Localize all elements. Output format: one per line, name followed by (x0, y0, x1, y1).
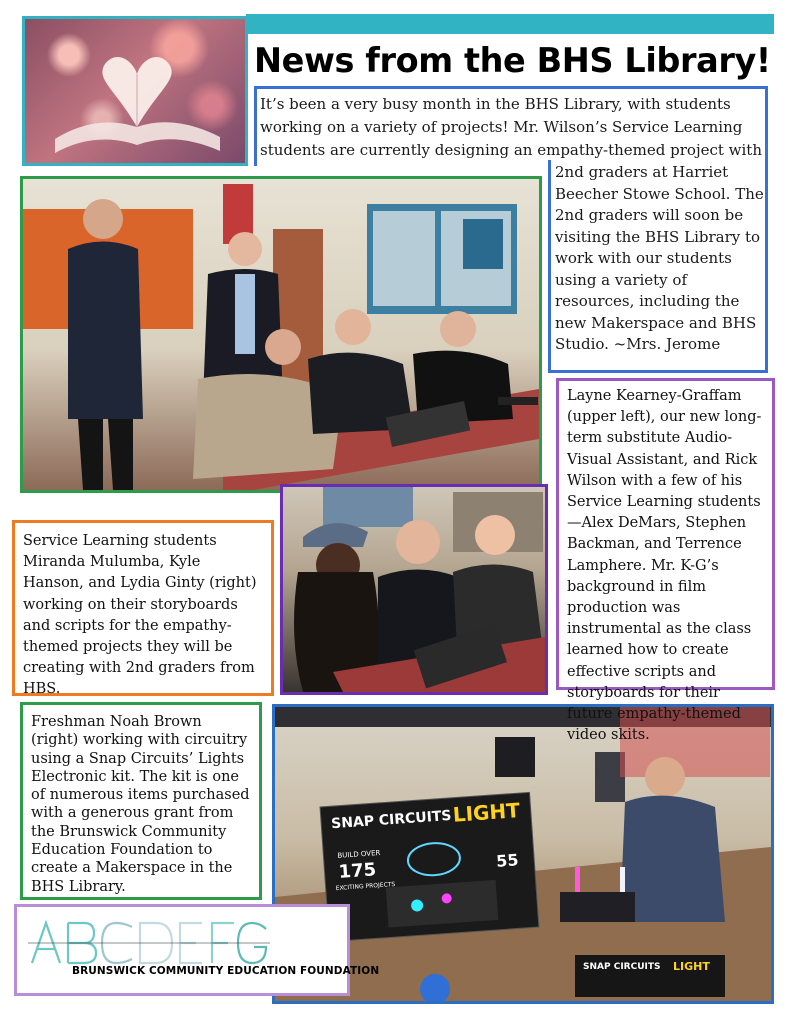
header-accent-bar (246, 14, 774, 34)
kit-build-unit: EXCITING PROJECTS (335, 880, 396, 893)
kit-brand-label: SNAP CIRCUITS (330, 807, 453, 833)
kit-build-label: BUILD OVER (337, 848, 381, 860)
page-title: News from the BHS Library! (254, 41, 771, 80)
library-staff-students-photo (20, 176, 542, 493)
intro-text-continued: 2nd graders at Harriet Beecher Stowe School. The 2nd graders will soon be visiting the BHS Library to work with our students using a variety of resources, including the new Makerspace and BHS Studio. ~Mrs. Jerome (555, 163, 764, 353)
staff-caption-box (556, 378, 775, 744)
kit-box2-brand: SNAP CIRCUITS (583, 962, 661, 972)
storyboards-caption-text: Service Learning students Miranda Mulumba, Kyle Hanson, and Lydia Ginty (right) working on their storyboards and scripts for the empathy-themed projects they will be creating with 2nd graders from HBS. (23, 533, 257, 698)
staff-caption-text: Layne Kearney-Graffam (upper left), our new long-term substitute Audio-Visual Assistant, and Rick Wilson with a few of his Service Learning students—Alex DeMars, Stephen Backman, and Terrence Lamphere. Mr. K-G’s background in film production was instrumental as the class learned how to create effective scripts and storyboards for their future empathy-themed video skits. (567, 388, 762, 744)
kit-box2-title: LIGHT (673, 960, 710, 973)
kit-title-label: LIGHT (452, 798, 521, 827)
kit-parts-count: 55 (495, 850, 520, 871)
kit-build-count: 175 (337, 859, 377, 883)
open-book-heart-image (22, 16, 248, 166)
foundation-logo-subtitle: BRUNSWICK COMMUNITY EDUCATION FOUNDATION (72, 965, 380, 977)
circuits-caption-text: Freshman Noah Brown (right) working with circuitry using a Snap Circuits’ Lights Electronic kit. The kit is one of numerous items purchased with a generous grant from the Brunswick Community Education Foundation to create a Makerspace in the BHS Library. (31, 714, 250, 895)
service-learning-students-photo (280, 484, 548, 695)
storyboards-caption-box (12, 520, 274, 696)
intro-text: It’s been a very busy month in the BHS Library, with students working on a variety of projects! Mr. Wilson’s Service Learning students are currently designing an empathy-themed project with (260, 95, 762, 159)
foundation-logo-mark (28, 917, 270, 969)
circuits-caption-box (20, 702, 262, 900)
